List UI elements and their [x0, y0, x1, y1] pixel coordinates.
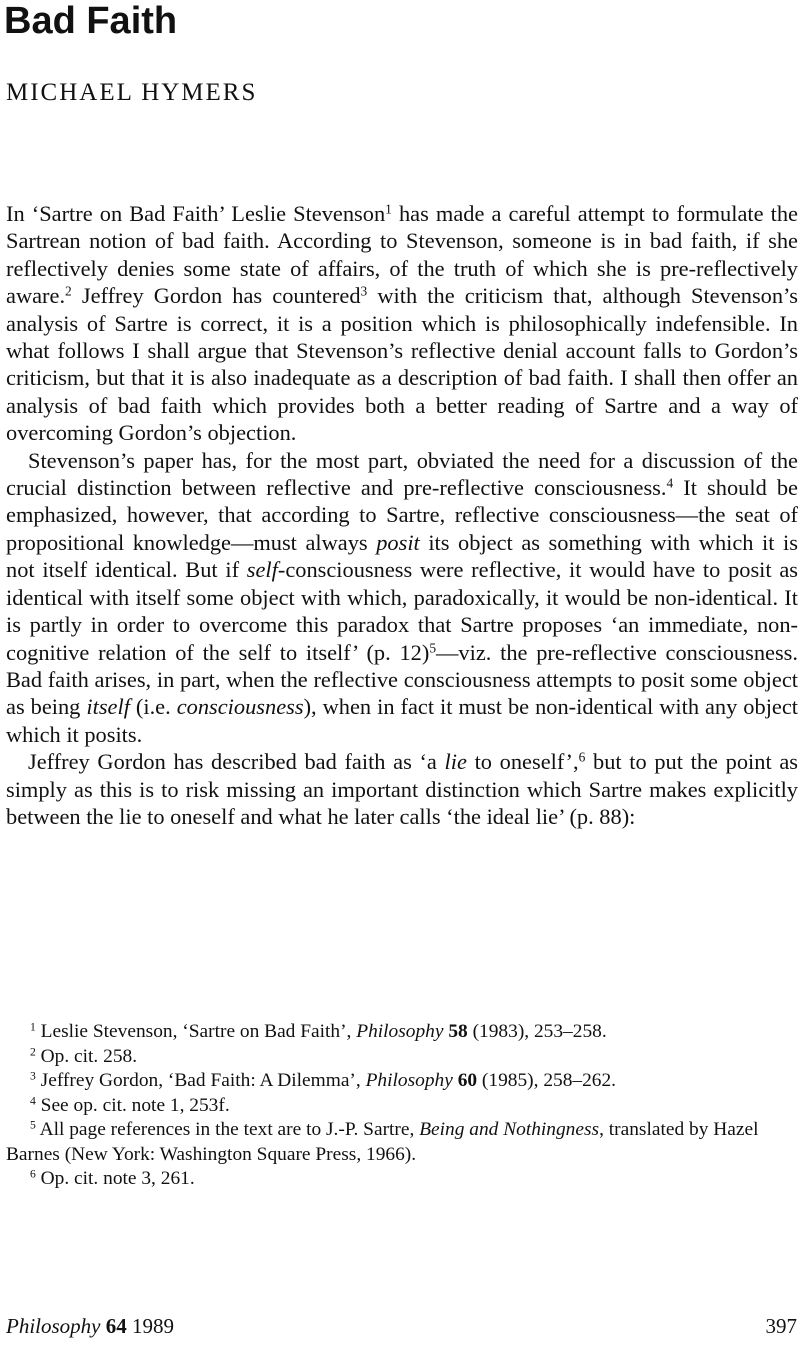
footnote [6, 1045, 798, 1070]
footnote-marker: 4 [666, 475, 674, 491]
journal-name: Philosophy [6, 1314, 101, 1338]
text-run: Jeffrey Gordon has countered [71, 283, 361, 309]
footnote [6, 1118, 798, 1167]
text-run: but to put the point as simply as this is to risk missing an important distinction which Sartre makes explicitly between the lie to oneself and what he later calls ‘the ideal lie’ (p. 88): [6, 749, 799, 829]
text-run: Op. cit. note 3, 261. [35, 1168, 195, 1189]
text-run: with the criticism that, although Stevenson’s analysis of Sartre is correct, it is a position which is philosophically indefensible. In what follows I shall argue that Stevenson’s reflective denial account falls to Gordon’s criticism, but that it is also inadequate as a description of bad faith. I shall then offer an analysis of bad faith which provides both a better reading of Sartre and a way of overcoming Gordon’s objection. [6, 283, 798, 446]
footnote [6, 1069, 798, 1094]
text-run: Op. cit. 258. [35, 1045, 138, 1067]
text-run: to oneself’, [466, 749, 579, 775]
body-paragraph [6, 447, 798, 748]
text-run: In ‘Sartre on Bad Faith’ Leslie Stevenson [6, 201, 386, 226]
footnote-marker: 1 [385, 201, 392, 217]
text-run: Jeffrey Gordon, ‘Bad Faith: A Dilemma’, [35, 1070, 366, 1091]
italic-text: Philosophy [365, 1070, 453, 1091]
article-title: Bad Faith [4, 0, 178, 42]
footnote-marker: 3 [30, 1069, 36, 1083]
footnote-marker: 6 [30, 1167, 36, 1181]
footnote-marker: 6 [578, 749, 586, 765]
journal-volume: 64 [105, 1314, 127, 1338]
journal-year: 1989 [132, 1314, 174, 1338]
footnote-marker: 5 [429, 640, 437, 656]
italic-text: Philosophy [356, 1021, 444, 1042]
text-run: See op. cit. note 1, 253f. [35, 1094, 230, 1116]
text-run: has made a careful attempt to formulate the Sartrean notion of bad faith. According to Stevenson, someone is in bad faith, if she reflectively denies some state of affairs, of the truth of which she is pre-reflectively aware. [6, 201, 798, 309]
text-run: Jeffrey Gordon has described bad faith as ‘a [28, 749, 445, 775]
footnote-marker: 2 [30, 1045, 36, 1059]
footnote-marker: 2 [65, 283, 72, 299]
italic-text: Being and Nothingness [419, 1119, 600, 1140]
text-run: (i.e. [129, 694, 177, 720]
text-run: its object as something with which it is not itself identical. But if [6, 529, 798, 583]
text-run: All page references in the text are to J.-P. Sartre, [35, 1119, 420, 1140]
text-run: -consciousness were reflective, it would have to posit as identical with itself some object with which, paradoxically, it would be non-identical. It is partly in order to overcome this paradox that Sartre proposes ‘an immediate, non-cognitive relation of the self to itself’ (p. 12) [6, 557, 798, 665]
running-footer-citation [6, 1314, 174, 1339]
text-run: (1983), 253–258. [467, 1021, 607, 1042]
footnote [6, 1167, 798, 1192]
italic-text: itself [86, 694, 130, 720]
text-run: , translated by Hazel Barnes (New York: Washington Square Press, 1966). [6, 1119, 759, 1165]
text-run: Stevenson’s paper has, for the most part, obviated the need for a discussion of the crucial distinction between reflective and pre-reflective consciousness. [6, 447, 798, 501]
author-name: MICHAEL HYMERS [6, 79, 258, 106]
bold-text: 60 [457, 1070, 478, 1091]
italic-text: lie [444, 749, 467, 775]
bold-text: 58 [448, 1021, 468, 1042]
footnote [6, 1094, 798, 1119]
text-run: —viz. the pre-reflective consciousness. Bad faith arises, in part, when the reflective consciousness attempts to posit some object as being [6, 639, 798, 720]
footnotes [6, 1020, 798, 1192]
italic-text: self [246, 557, 278, 583]
page-number: 397 [765, 1314, 797, 1338]
text-run: (1985), 258–262. [477, 1070, 617, 1091]
body-paragraph [6, 200, 798, 447]
footnote-marker: 3 [360, 283, 368, 299]
text-run: Leslie Stevenson, ‘Sartre on Bad Faith’, [35, 1021, 357, 1042]
italic-text: posit [376, 529, 420, 555]
footnote-marker: 5 [30, 1118, 36, 1132]
text-run: ), when in fact it must be non-identical with any object which it posits. [6, 694, 799, 747]
italic-text: consciousness [176, 694, 304, 720]
body-paragraph [6, 748, 798, 830]
text-run: It should be emphasized, however, that according to Sartre, reflective consciousness—the seat of propositional knowledge—must always [6, 475, 798, 555]
footnote-marker: 4 [30, 1094, 36, 1108]
footnote-marker: 1 [30, 1020, 36, 1034]
article-body [6, 200, 798, 830]
footnote [6, 1020, 798, 1045]
